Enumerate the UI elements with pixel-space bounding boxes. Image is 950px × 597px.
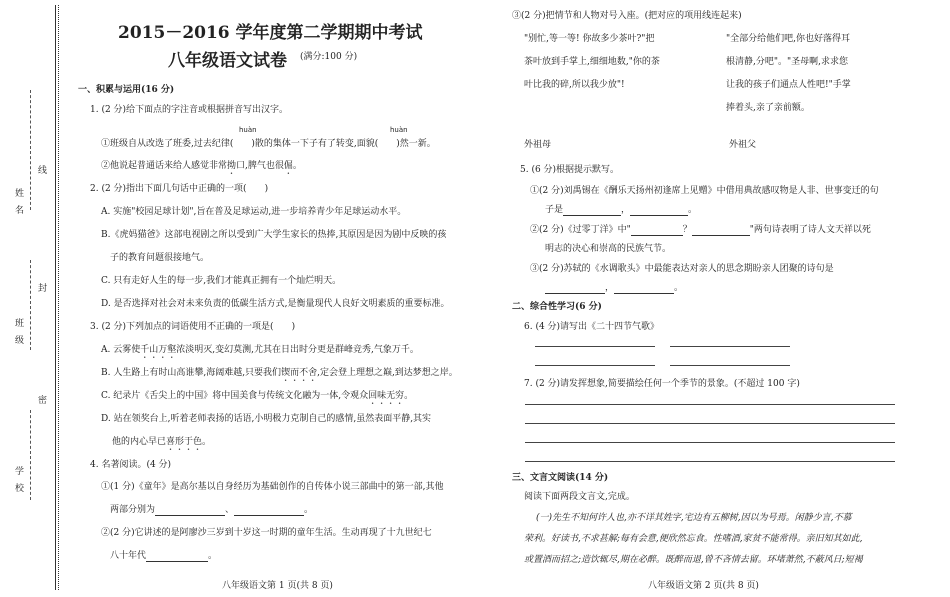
name-blank-line [30, 90, 31, 210]
section1-heading: 一、积累与运用(16 分) [78, 85, 175, 95]
q5-stem: 5. (6 分)根据提示默写。 [520, 165, 620, 175]
quote-left-line2: 茶叶放到手掌上,细细地数,"你的茶 [524, 57, 660, 67]
q3-option-c: C. 纪录片《舌尖上的中国》将中国美食与传统文化融为一体,令观众回味无穷。 [101, 391, 414, 401]
quote-right-line2: 根清静,分吧"。"圣母啊,求求您 [726, 57, 849, 67]
exam-subtitle: 八年级语文试卷 [168, 51, 287, 71]
q1-pinyin-2: huàn [390, 126, 408, 134]
passage-line-2: 荣利。好读书,不求甚解;每有会意,便欣然忘食。性嗜酒,家贫不能常得。亲旧知其如此, [524, 534, 863, 544]
class-blank-line [30, 260, 31, 350]
quote-right-line3: 让我的孩子们通点人性吧!"手掌 [726, 80, 851, 90]
q4-item-2-line2: 八十年代 。 [110, 551, 218, 561]
seal-char-secret: 密 [38, 396, 48, 406]
match-grandmother: 外祖母 [524, 140, 552, 150]
score-note: (满分:100 分) [300, 52, 358, 62]
section3-intro: 阅读下面两段文言文,完成。 [524, 492, 635, 502]
q4-item-1-line2: 两部分别为 、 。 [110, 505, 314, 515]
passage-line-1: (一)先生不知何许人也,亦不详其姓字,宅边有五柳树,因以为号焉。闲静少言,不慕 [536, 513, 852, 523]
q4-item-1-line1: ①(1 分)《童年》是高尔基以自身经历为基础创作的自传体小说三部曲中的第一部,其他 [101, 482, 444, 492]
match-grandfather: 外祖父 [729, 140, 757, 150]
q6-answer-line-1[interactable] [535, 346, 655, 347]
quote-left-line1: "别忙,等一等! 你故多少茶叶?"把 [524, 34, 655, 44]
q6-answer-line-2[interactable] [670, 346, 790, 347]
q6-answer-line-3[interactable] [535, 365, 655, 366]
q2-stem: 2. (2 分)指出下面几句话中正确的一项( ) [90, 184, 269, 194]
q3-option-d-line2: 他的内心早已喜形于色。 [112, 437, 212, 447]
q7-answer-line-4[interactable] [525, 461, 895, 462]
q6-stem: 6. (4 分)请写出《二十四节气歌》 [524, 322, 660, 332]
quote-right-line4: 捧着头,亲了亲前额。 [726, 103, 810, 113]
q2-option-b-line1: B.《虎妈猫爸》这部电视剧之所以受到广大学生家长的热捧,其原因是因为剧中反映的孩 [101, 230, 447, 240]
quote-right-line1: "全部分给他们吧,你也好落得耳 [726, 34, 851, 44]
seal-char-seal: 封 [38, 284, 48, 294]
q5-item-3-line2: ， 。 [545, 282, 683, 294]
q5-item-2-line1: ②(2 分)《过零丁洋》中" ？ "两句诗表明了诗人文天祥以死 [530, 225, 871, 235]
q1-stem: 1. (2 分)给下面点的字注音或根据拼音写出汉字。 [90, 105, 289, 115]
exam-title: 2015－2016 学年度第二学期期中考试 [118, 23, 423, 43]
q3-option-d-line1: D. 站在领奖台上,听着老师表扬的话语,小明极力克制自己的感情,虽然表面平静,其实 [101, 414, 432, 424]
q5-item-3-line1: ③(2 分)苏轼的《水调歌头》中最能表达对亲人的思念期盼亲人团聚的诗句是 [530, 264, 834, 274]
page-footer-left: 八年级语文第 1 页(共 8 页) [222, 581, 333, 591]
school-label: 学校 [13, 466, 23, 500]
binding-line-dotted [58, 5, 59, 590]
q4-stem: 4. 名著阅读。(4 分) [90, 460, 172, 470]
q2-option-d: D. 是否选择对社会对未来负责的低碳生活方式,是衡量现代人良好文明素质的重要标准。 [101, 299, 450, 309]
q5-item-1-line1: ①(2 分)刘禹锡在《酬乐天扬州初逢席上见赠》中借用典故感叹物是人非、世事变迁的句 [530, 186, 879, 196]
q2-option-a: A. 实施"校园足球计划",旨在普及足球运动,进一步培养青少年足球运动水平。 [101, 207, 407, 217]
q7-answer-line-2[interactable] [525, 423, 895, 424]
q7-answer-line-1[interactable] [525, 404, 895, 405]
class-label: 班级 [13, 318, 23, 352]
q1-item-1: ①班级自从改选了班委,过去纪律( )散的集体一下子有了转变,面貌( )然一新。 [101, 139, 436, 149]
seal-char-line: 线 [38, 166, 48, 176]
page-footer-right: 八年级语文第 2 页(共 8 页) [648, 581, 759, 591]
q4-item-3: ③(2 分)把情节和人物对号入座。(把对应的项用线连起来) [512, 11, 742, 21]
quote-left-line3: 叶比我的碎,所以我少放"! [524, 80, 625, 90]
passage-line-3: 或置酒而招之;造饮辄尽,期在必醉。既醉而退,曾不吝情去留。环堵萧然,不蔽风日;短褐 [524, 555, 863, 565]
q7-stem: 7. (2 分)请发挥想象,简要描绘任何一个季节的景象。(不超过 100 字) [524, 379, 800, 389]
q3-option-a: A. 云雾使千山万壑浓淡明灭,变幻莫测,尤其在日出时分更是群峰竞秀,气象万千。 [101, 345, 419, 355]
binding-line [55, 5, 56, 590]
section3-heading: 三、文言文阅读(14 分) [512, 473, 609, 483]
q5-item-1-line2: 子是 ， 。 [545, 205, 698, 215]
q3-option-b: B. 人生路上有时山高谁攀,海阔难越,只要我们锲而不舍,定会登上理想之巅,到达梦想之岸。 [101, 368, 458, 378]
student-name-label: 姓名 [13, 188, 23, 222]
q7-answer-line-3[interactable] [525, 442, 895, 443]
q5-item-2-line2: 明志的决心和崇高的民族气节。 [545, 244, 672, 254]
section2-heading: 二、综合性学习(6 分) [512, 302, 602, 312]
q6-answer-line-4[interactable] [670, 365, 790, 366]
school-blank-line [30, 410, 31, 500]
q1-pinyin-1: huàn [239, 126, 257, 134]
q4-item-2-line1: ②(2 分)它讲述的是阿廖沙三岁到十岁这一时期的童年生活。生动再现了十九世纪七 [101, 528, 432, 538]
q3-stem: 3. (2 分)下列加点的词语使用不正确的一项是( ) [90, 322, 296, 332]
q2-option-b-line2: 子的教育问题很接地气。 [110, 253, 210, 263]
q2-option-c: C. 只有走好人生的每一步,我们才能真正拥有一个灿烂明天。 [101, 276, 342, 286]
q1-item-2: ②他说起普通话来给人感觉非常拗口,脾气也很倔。 [101, 161, 302, 171]
